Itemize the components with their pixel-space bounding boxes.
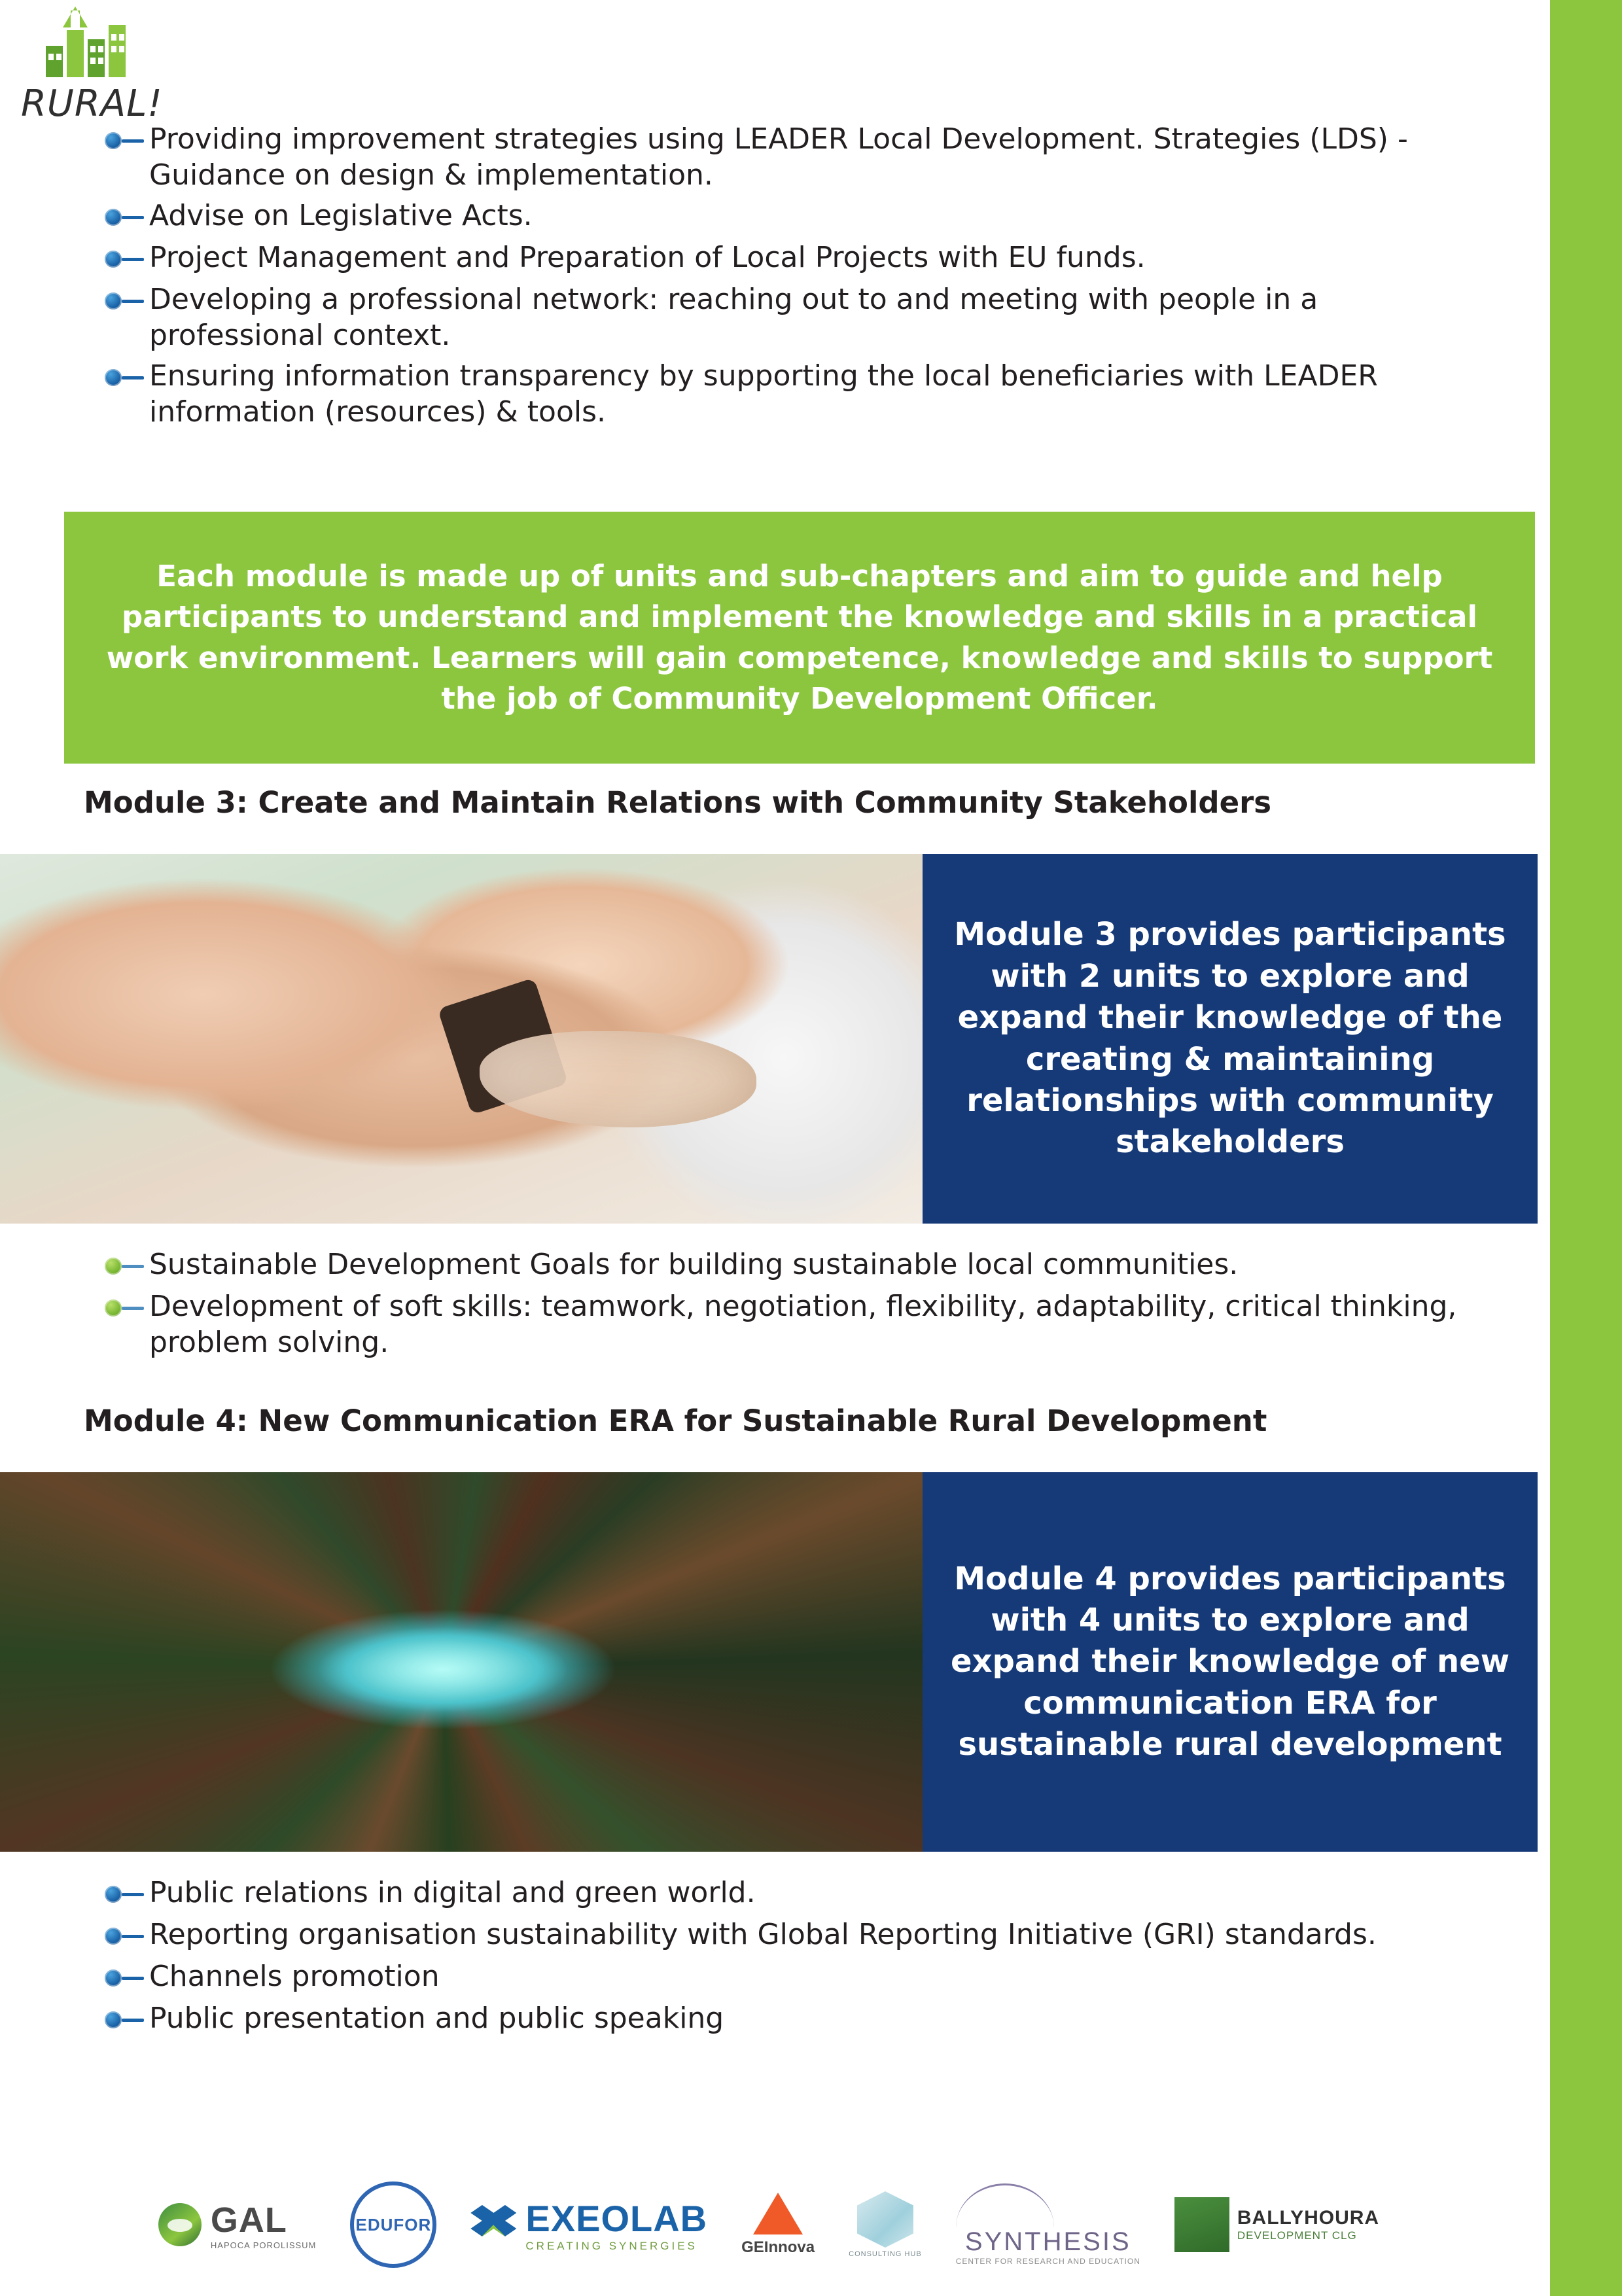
module-4-banner bbox=[0, 1472, 1538, 1852]
list-item-text: Project Management and Preparation of Local Projects with EU funds. bbox=[149, 240, 1146, 274]
partner-logo-edufor bbox=[350, 2182, 436, 2267]
list-item bbox=[98, 358, 1492, 431]
partner-logo-geinnova-label: GEInnova bbox=[741, 2238, 815, 2256]
list-item bbox=[98, 1875, 1492, 1913]
list-item-text: Development of soft skills: teamwork, negotiation, flexibility, adaptability, critical thinking, problem solving. bbox=[149, 1290, 1457, 1360]
edufor-circle-icon bbox=[350, 2181, 436, 2268]
list-item-text: Public presentation and public speaking bbox=[149, 2002, 724, 2035]
list-item bbox=[98, 239, 1492, 277]
bullet-marker-icon bbox=[98, 125, 149, 159]
partner-logo-geinnova bbox=[741, 2182, 815, 2267]
list-item bbox=[98, 198, 1492, 236]
gal-leaf-icon bbox=[158, 2203, 202, 2246]
partner-logo-cube-sub: CONSULTING HUB bbox=[849, 2250, 922, 2258]
bullet-marker-icon bbox=[98, 2004, 149, 2038]
bullet-marker-icon bbox=[98, 1879, 149, 1913]
module-4-bullet-list bbox=[98, 1875, 1492, 2042]
bullet-marker-icon bbox=[98, 243, 149, 277]
partner-logo-gal-label: GAL bbox=[210, 2200, 287, 2240]
partner-logo-exeolab bbox=[470, 2182, 707, 2267]
bullet-marker-icon bbox=[98, 1962, 149, 1996]
module-3-image bbox=[0, 854, 923, 1224]
green-callout-text: Each module is made up of units and sub-chapters and aim to guide and help participants to understand and implement the knowledge and skills in a practical work environment. Learners will gain competence, knowledge and skills to support the job of Community Development Officer. bbox=[106, 559, 1493, 716]
partner-logo-gal bbox=[158, 2182, 316, 2267]
green-callout-box bbox=[64, 512, 1535, 764]
list-item-text: Public relations in digital and green world. bbox=[149, 1876, 756, 1909]
brand-logo bbox=[20, 5, 190, 126]
bullet-marker-icon bbox=[98, 202, 149, 236]
cube-hex-icon bbox=[857, 2191, 913, 2248]
stripe-gap bbox=[1538, 0, 1550, 2296]
partner-logo-cube bbox=[849, 2182, 922, 2267]
module-4-banner-text: Module 4 provides participants with 4 units to explore and expand their knowledge of new communication ERA for sustainable rural development bbox=[950, 1560, 1510, 1763]
partner-logos-footer bbox=[0, 2159, 1538, 2290]
list-item bbox=[98, 121, 1492, 194]
partner-logo-ballyhoura bbox=[1174, 2182, 1379, 2267]
list-item bbox=[98, 1958, 1492, 1996]
partner-logo-exeolab-sub: CREATING SYNERGIES bbox=[525, 2239, 697, 2252]
partner-logo-ballyhoura-label: BALLYHOURA bbox=[1237, 2207, 1380, 2229]
synthesis-swirl-icon bbox=[956, 2183, 1054, 2227]
bullet-marker-icon bbox=[98, 362, 149, 396]
list-item-text: Ensuring information transparency by supporting the local beneficiaries with LEADER information (resources) & tools. bbox=[149, 359, 1378, 429]
list-item-text: Reporting organisation sustainability with Global Reporting Initiative (GRI) standards. bbox=[149, 1918, 1377, 1951]
list-item bbox=[98, 281, 1492, 354]
list-item-text: Sustainable Development Goals for building sustainable local communities. bbox=[149, 1248, 1239, 1281]
list-item-text: Channels promotion bbox=[149, 1960, 440, 1993]
right-green-stripe bbox=[1550, 0, 1622, 2296]
rural-arrow-buildings-icon bbox=[20, 5, 190, 90]
partner-logo-synthesis-label: SYNTHESIS bbox=[964, 2227, 1131, 2256]
bullet-marker-icon bbox=[98, 285, 149, 319]
list-item bbox=[98, 1288, 1492, 1361]
bullet-marker-icon bbox=[98, 1250, 149, 1284]
partner-logo-synthesis bbox=[956, 2182, 1140, 2267]
module-4-image bbox=[0, 1472, 923, 1852]
module-3-heading: Module 3: Create and Maintain Relations with Community Stakeholders bbox=[84, 785, 1272, 820]
partner-logo-synthesis-sub: CENTER FOR RESEARCH AND EDUCATION bbox=[955, 2257, 1140, 2266]
module-3-bullet-list bbox=[98, 1246, 1492, 1365]
list-item bbox=[98, 1916, 1492, 1954]
module-3-banner bbox=[0, 854, 1538, 1224]
partner-logo-gal-sub: HAPOCA POROLISSUM bbox=[210, 2240, 317, 2250]
bullet-marker-icon bbox=[98, 1920, 149, 1954]
list-item-text: Advise on Legislative Acts. bbox=[149, 198, 533, 232]
bullet-marker-icon bbox=[98, 1292, 149, 1326]
module-4-heading: Module 4: New Communication ERA for Sustainable Rural Development bbox=[84, 1404, 1267, 1438]
exeolab-mark-icon bbox=[470, 2205, 516, 2244]
geinnova-triangle-icon bbox=[753, 2193, 803, 2234]
intro-bullet-list bbox=[98, 121, 1492, 434]
module-3-banner-box bbox=[923, 854, 1538, 1224]
module-4-banner-box bbox=[923, 1472, 1538, 1852]
partner-logo-exeolab-label: EXEOLAB bbox=[525, 2197, 708, 2239]
list-item bbox=[98, 1246, 1492, 1284]
brand-logo-text: RURAL! bbox=[21, 82, 163, 125]
partner-logo-edufor-label: EDUFOR bbox=[355, 2214, 432, 2234]
list-item-text: Developing a professional network: reaching out to and meeting with people in a professional context. bbox=[149, 282, 1318, 353]
list-item bbox=[98, 2000, 1492, 2038]
list-item-text: Providing improvement strategies using LEADER Local Development. Strategies (LDS) - Guidance on design & implementation. bbox=[149, 122, 1408, 192]
ballyhoura-hills-icon bbox=[1174, 2197, 1229, 2252]
module-3-banner-text: Module 3 provides participants with 2 units to explore and expand their knowledge of the creating & maintaining relationships with community stakeholders bbox=[954, 916, 1506, 1161]
partner-logo-ballyhoura-sub: DEVELOPMENT CLG bbox=[1237, 2229, 1357, 2242]
